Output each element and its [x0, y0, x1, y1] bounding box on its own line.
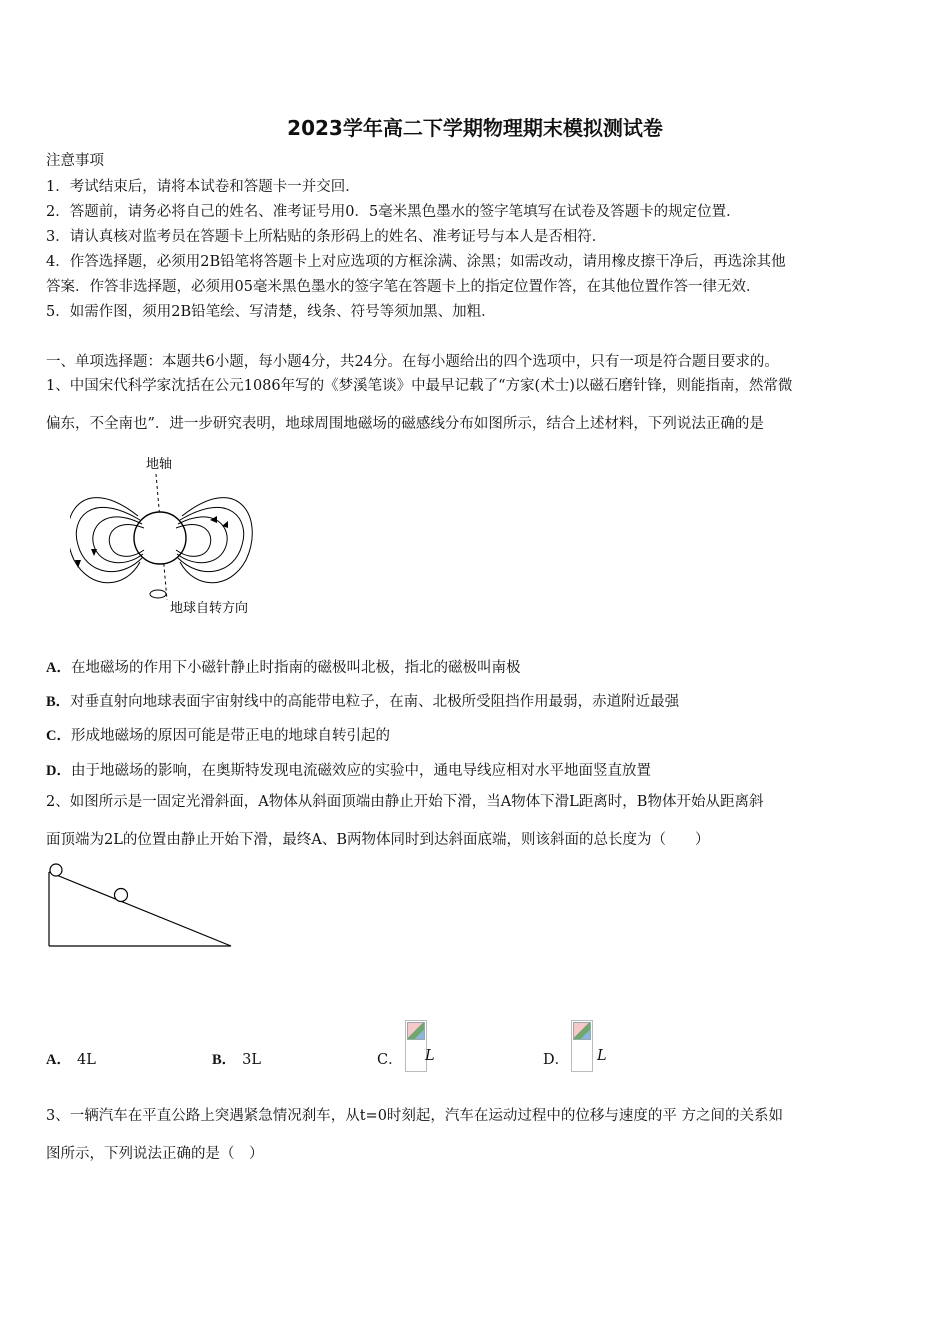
q2-stem-line2: 面顶端为2L的位置由静止开始下滑，最终A、B两物体同时到达斜面底端，则该斜面的总长度为（ ） — [46, 832, 710, 848]
q1-stem-line1: 1、中国宋代科学家沈括在公元1086年写的《梦溪笔谈》中最早记载了“方家(术士)以磁石磨针锋，则能指南，然常微 — [46, 378, 793, 394]
geomagnetic-field-figure — [70, 450, 290, 625]
incline-figure — [44, 860, 239, 952]
q1-option-a: A．在地磁场的作用下小磁针静止时指南的磁极叫北极，指北的磁极叫南极 — [46, 660, 521, 676]
broken-image-icon — [571, 1020, 593, 1072]
q2-option-d-letter: D． — [543, 1052, 570, 1068]
page-title: 2023学年高二下学期物理期末模拟测试卷 — [287, 116, 663, 140]
q2-option-d-text: L — [597, 1048, 607, 1064]
axis-label: 地轴 — [146, 457, 173, 472]
q1-option-d: D．由于地磁场的影响，在奥斯特发现电流磁效应的实验中，通电导线应相对水平地面竖直放置 — [46, 763, 651, 779]
rotation-label: 地球自转方向 — [170, 601, 249, 616]
q3-stem-line1: 3、一辆汽车在平直公路上突遇紧急情况刹车，从t=0时刻起，汽车在运动过程中的位移与速度的平 方之间的关系如 — [46, 1108, 784, 1124]
q2-option-a: A． 4L — [46, 1052, 96, 1068]
notice-item-4-cont: 答案．作答非选择题，必须用05毫米黑色墨水的签字笔在答题卡上的指定位置作答，在其他位置作答一律无效． — [46, 279, 761, 295]
ball-a-icon — [50, 864, 62, 876]
section-heading: 一、单项选择题：本题共6小题，每小题4分，共24分。在每小题给出的四个选项中，只有一项是符合题目要求的。 — [46, 354, 779, 370]
notice-heading: 注意事项 — [46, 153, 104, 169]
notice-item-1: 1．考试结束后，请将本试卷和答题卡一并交回． — [46, 179, 360, 195]
ball-b-icon — [115, 889, 128, 902]
notice-item-4: 4．作答选择题，必须用2B铅笔将答题卡上对应选项的方框涂满、涂黑；如需改动，请用橡皮擦干净后，再选涂其他 — [46, 254, 786, 270]
notice-item-2: 2．答题前，请务必将自己的姓名、准考证号用0．5毫米黑色墨水的签字笔填写在试卷及答题卡的规定位置． — [46, 204, 741, 220]
rotation-icon — [150, 590, 166, 598]
q2-option-c-text: L — [425, 1048, 435, 1064]
q3-stem-line2: 图所示，下列说法正确的是（ ） — [46, 1146, 264, 1162]
q2-stem-line1: 2、如图所示是一固定光滑斜面，A物体从斜面顶端由静止开始下滑，当A物体下滑L距离时，B物体开始从距离斜 — [46, 794, 764, 810]
broken-image-icon — [405, 1020, 427, 1072]
q1-option-b: B．对垂直射向地球表面宇宙射线中的高能带电粒子，在南、北极所受阻挡作用最弱，赤道附近最强 — [46, 694, 680, 710]
q1-stem-line2: 偏东，不全南也”．进一步研究表明，地球周围地磁场的磁感线分布如图所示，结合上述材料，下列说法正确的是 — [46, 416, 764, 432]
q2-option-b: B． 3L — [212, 1052, 262, 1068]
earth-icon — [134, 512, 186, 564]
q1-option-c: C．形成地磁场的原因可能是带正电的地球自转引起的 — [46, 728, 390, 744]
notice-item-3: 3．请认真核对监考员在答题卡上所粘贴的条形码上的姓名、准考证号与本人是否相符． — [46, 229, 607, 245]
notice-item-5: 5．如需作图，须用2B铅笔绘、写清楚，线条、符号等须加黑、加粗． — [46, 304, 496, 320]
q2-option-c-letter: C． — [377, 1052, 403, 1068]
